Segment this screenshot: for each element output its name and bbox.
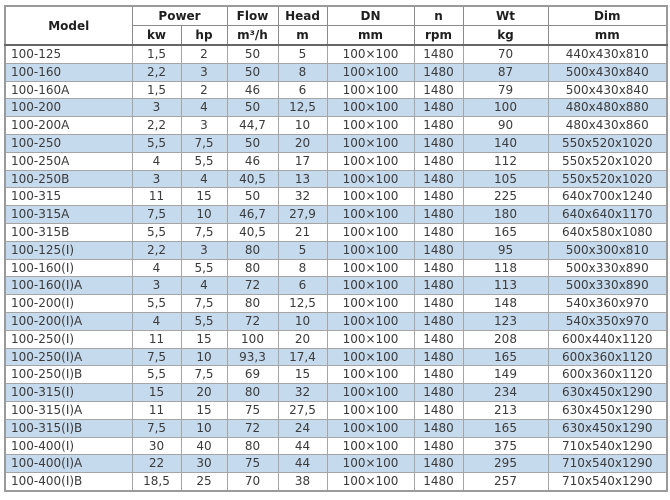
table-row [5, 170, 667, 188]
cell-hp: 15 [181, 330, 227, 348]
cell-model: 100-125(I) [5, 241, 132, 259]
cell-n: 1480 [414, 259, 463, 277]
cell-n: 1480 [414, 188, 463, 206]
cell-hp: 10 [181, 348, 227, 366]
cell-n: 1480 [414, 455, 463, 473]
cell-model: 100-250(I)A [5, 348, 132, 366]
cell-kw: 3 [132, 170, 181, 188]
table-row [5, 223, 667, 241]
cell-n: 1480 [414, 117, 463, 135]
cell-flow: 50 [227, 99, 278, 117]
cell-flow: 93,3 [227, 348, 278, 366]
cell-flow: 72 [227, 419, 278, 437]
cell-flow: 50 [227, 134, 278, 152]
cell-flow: 80 [227, 295, 278, 313]
cell-hp: 7,5 [181, 366, 227, 384]
cell-hp: 7,5 [181, 223, 227, 241]
cell-n: 1480 [414, 206, 463, 224]
cell-kw: 30 [132, 437, 181, 455]
cell-model: 100-160A [5, 81, 132, 99]
header-dim: Dim [548, 6, 667, 26]
cell-flow: 100 [227, 330, 278, 348]
cell-dn: 100×100 [327, 152, 414, 170]
cell-wt: 148 [463, 295, 548, 313]
cell-kw: 4 [132, 152, 181, 170]
cell-model: 100-315B [5, 223, 132, 241]
cell-model: 100-250A [5, 152, 132, 170]
cell-dn: 100×100 [327, 437, 414, 455]
table-row [5, 455, 667, 473]
table-row [5, 81, 667, 99]
table-row [5, 295, 667, 313]
cell-model: 100-315A [5, 206, 132, 224]
cell-model: 100-160(I) [5, 259, 132, 277]
cell-n: 1480 [414, 401, 463, 419]
cell-hp: 10 [181, 419, 227, 437]
table-header [5, 6, 667, 45]
cell-hp: 3 [181, 241, 227, 259]
cell-head: 44 [278, 455, 327, 473]
cell-flow: 80 [227, 437, 278, 455]
cell-head: 32 [278, 384, 327, 402]
cell-model: 100-200 [5, 99, 132, 117]
cell-hp: 7,5 [181, 295, 227, 313]
cell-wt: 112 [463, 152, 548, 170]
cell-model: 100-400(I)B [5, 473, 132, 491]
cell-model: 100-200(I) [5, 295, 132, 313]
cell-head: 15 [278, 366, 327, 384]
cell-n: 1480 [414, 63, 463, 81]
cell-dn: 100×100 [327, 312, 414, 330]
cell-hp: 5,5 [181, 152, 227, 170]
table-row [5, 152, 667, 170]
cell-wt: 208 [463, 330, 548, 348]
cell-dn: 100×100 [327, 170, 414, 188]
cell-wt: 213 [463, 401, 548, 419]
cell-head: 5 [278, 241, 327, 259]
cell-hp: 3 [181, 117, 227, 135]
cell-dim: 500x430x840 [548, 63, 667, 81]
cell-flow: 80 [227, 241, 278, 259]
cell-wt: 165 [463, 223, 548, 241]
cell-kw: 3 [132, 99, 181, 117]
cell-dim: 550x520x1020 [548, 170, 667, 188]
cell-n: 1480 [414, 312, 463, 330]
cell-dim: 600x360x1120 [548, 348, 667, 366]
cell-model: 100-250 [5, 134, 132, 152]
cell-wt: 123 [463, 312, 548, 330]
header-unit-flow: m³/h [227, 26, 278, 46]
cell-kw: 4 [132, 312, 181, 330]
cell-dim: 550x520x1020 [548, 134, 667, 152]
cell-model: 100-315 [5, 188, 132, 206]
cell-kw: 5,5 [132, 223, 181, 241]
cell-head: 32 [278, 188, 327, 206]
cell-flow: 46,7 [227, 206, 278, 224]
cell-wt: 225 [463, 188, 548, 206]
cell-kw: 11 [132, 188, 181, 206]
header-head: Head [278, 6, 327, 26]
cell-n: 1480 [414, 437, 463, 455]
cell-n: 1480 [414, 366, 463, 384]
cell-wt: 295 [463, 455, 548, 473]
pump-spec-table [4, 5, 668, 492]
cell-dn: 100×100 [327, 455, 414, 473]
cell-dn: 100×100 [327, 99, 414, 117]
cell-flow: 44,7 [227, 117, 278, 135]
cell-dn: 100×100 [327, 295, 414, 313]
cell-dn: 100×100 [327, 348, 414, 366]
header-model: Model [5, 6, 132, 45]
cell-wt: 79 [463, 81, 548, 99]
cell-n: 1480 [414, 295, 463, 313]
cell-n: 1480 [414, 152, 463, 170]
cell-hp: 4 [181, 170, 227, 188]
header-power: Power [132, 6, 227, 26]
cell-dn: 100×100 [327, 117, 414, 135]
cell-dim: 440x430x810 [548, 45, 667, 63]
cell-dn: 100×100 [327, 384, 414, 402]
table-row [5, 188, 667, 206]
cell-dn: 100×100 [327, 45, 414, 63]
cell-dim: 500x330x890 [548, 259, 667, 277]
cell-dn: 100×100 [327, 259, 414, 277]
cell-hp: 4 [181, 99, 227, 117]
table-row [5, 401, 667, 419]
cell-dn: 100×100 [327, 134, 414, 152]
cell-hp: 4 [181, 277, 227, 295]
cell-kw: 11 [132, 401, 181, 419]
cell-hp: 2 [181, 45, 227, 63]
cell-model: 100-125 [5, 45, 132, 63]
cell-kw: 5,5 [132, 295, 181, 313]
table-row [5, 384, 667, 402]
table-row [5, 117, 667, 135]
cell-model: 100-160 [5, 63, 132, 81]
cell-hp: 20 [181, 384, 227, 402]
cell-wt: 118 [463, 259, 548, 277]
cell-kw: 5,5 [132, 366, 181, 384]
cell-n: 1480 [414, 348, 463, 366]
cell-head: 27,5 [278, 401, 327, 419]
cell-flow: 80 [227, 259, 278, 277]
cell-n: 1480 [414, 473, 463, 491]
header-flow: Flow [227, 6, 278, 26]
cell-dn: 100×100 [327, 473, 414, 491]
cell-flow: 70 [227, 473, 278, 491]
cell-model: 100-200(I)A [5, 312, 132, 330]
cell-flow: 75 [227, 401, 278, 419]
cell-dim: 540x350x970 [548, 312, 667, 330]
cell-wt: 105 [463, 170, 548, 188]
cell-wt: 180 [463, 206, 548, 224]
header-row-top [5, 6, 667, 26]
cell-dn: 100×100 [327, 81, 414, 99]
cell-head: 5 [278, 45, 327, 63]
cell-kw: 2,2 [132, 117, 181, 135]
cell-hp: 10 [181, 206, 227, 224]
cell-dn: 100×100 [327, 366, 414, 384]
cell-model: 100-160(I)A [5, 277, 132, 295]
cell-wt: 165 [463, 348, 548, 366]
cell-flow: 75 [227, 455, 278, 473]
cell-n: 1480 [414, 277, 463, 295]
cell-flow: 72 [227, 312, 278, 330]
cell-dim: 600x360x1120 [548, 366, 667, 384]
cell-head: 6 [278, 81, 327, 99]
header-unit-dim: mm [548, 26, 667, 46]
cell-wt: 95 [463, 241, 548, 259]
cell-dim: 640x580x1080 [548, 223, 667, 241]
cell-hp: 5,5 [181, 259, 227, 277]
cell-wt: 90 [463, 117, 548, 135]
cell-hp: 15 [181, 188, 227, 206]
cell-dn: 100×100 [327, 223, 414, 241]
cell-wt: 70 [463, 45, 548, 63]
cell-head: 44 [278, 437, 327, 455]
cell-flow: 40,5 [227, 223, 278, 241]
cell-head: 10 [278, 312, 327, 330]
cell-model: 100-315(I)A [5, 401, 132, 419]
header-unit-head: m [278, 26, 327, 46]
cell-dim: 630x450x1290 [548, 401, 667, 419]
cell-hp: 5,5 [181, 312, 227, 330]
table-row [5, 419, 667, 437]
cell-hp: 3 [181, 63, 227, 81]
cell-head: 6 [278, 277, 327, 295]
cell-dn: 100×100 [327, 419, 414, 437]
table-row [5, 473, 667, 491]
cell-wt: 257 [463, 473, 548, 491]
cell-model: 100-400(I)A [5, 455, 132, 473]
cell-kw: 5,5 [132, 134, 181, 152]
table-row [5, 206, 667, 224]
cell-head: 38 [278, 473, 327, 491]
cell-hp: 2 [181, 81, 227, 99]
header-n: n [414, 6, 463, 26]
header-wt: Wt [463, 6, 548, 26]
cell-dn: 100×100 [327, 188, 414, 206]
cell-head: 12,5 [278, 295, 327, 313]
cell-head: 20 [278, 330, 327, 348]
table-row [5, 99, 667, 117]
cell-hp: 25 [181, 473, 227, 491]
cell-dim: 500x330x890 [548, 277, 667, 295]
cell-n: 1480 [414, 45, 463, 63]
cell-flow: 40,5 [227, 170, 278, 188]
cell-head: 24 [278, 419, 327, 437]
cell-dim: 630x450x1290 [548, 419, 667, 437]
table-row [5, 134, 667, 152]
cell-n: 1480 [414, 330, 463, 348]
cell-model: 100-315(I)B [5, 419, 132, 437]
cell-dim: 540x360x970 [548, 295, 667, 313]
cell-wt: 234 [463, 384, 548, 402]
cell-wt: 87 [463, 63, 548, 81]
cell-kw: 7,5 [132, 206, 181, 224]
cell-head: 13 [278, 170, 327, 188]
cell-wt: 100 [463, 99, 548, 117]
cell-model: 100-400(I) [5, 437, 132, 455]
cell-head: 8 [278, 259, 327, 277]
cell-model: 100-250(I) [5, 330, 132, 348]
cell-head: 21 [278, 223, 327, 241]
table-row [5, 63, 667, 81]
cell-dim: 500x300x810 [548, 241, 667, 259]
cell-head: 10 [278, 117, 327, 135]
header-unit-dn: mm [327, 26, 414, 46]
table-row [5, 45, 667, 63]
cell-flow: 50 [227, 188, 278, 206]
cell-n: 1480 [414, 81, 463, 99]
cell-n: 1480 [414, 419, 463, 437]
cell-kw: 15 [132, 384, 181, 402]
cell-hp: 7,5 [181, 134, 227, 152]
cell-head: 17 [278, 152, 327, 170]
cell-flow: 50 [227, 63, 278, 81]
cell-kw: 22 [132, 455, 181, 473]
cell-head: 17,4 [278, 348, 327, 366]
cell-wt: 165 [463, 419, 548, 437]
table-row [5, 241, 667, 259]
header-unit-hp: hp [181, 26, 227, 46]
table-row [5, 348, 667, 366]
cell-kw: 1,5 [132, 81, 181, 99]
cell-wt: 375 [463, 437, 548, 455]
cell-dn: 100×100 [327, 206, 414, 224]
cell-flow: 69 [227, 366, 278, 384]
table-row [5, 259, 667, 277]
cell-head: 12,5 [278, 99, 327, 117]
cell-dn: 100×100 [327, 277, 414, 295]
cell-kw: 11 [132, 330, 181, 348]
cell-kw: 2,2 [132, 63, 181, 81]
cell-dim: 710x540x1290 [548, 455, 667, 473]
cell-n: 1480 [414, 134, 463, 152]
cell-n: 1480 [414, 384, 463, 402]
cell-kw: 2,2 [132, 241, 181, 259]
cell-wt: 149 [463, 366, 548, 384]
header-unit-kw: kw [132, 26, 181, 46]
cell-dn: 100×100 [327, 330, 414, 348]
cell-dim: 480x430x860 [548, 117, 667, 135]
table-row [5, 330, 667, 348]
cell-dim: 630x450x1290 [548, 384, 667, 402]
cell-head: 20 [278, 134, 327, 152]
header-unit-wt: kg [463, 26, 548, 46]
cell-dim: 550x520x1020 [548, 152, 667, 170]
cell-dim: 500x430x840 [548, 81, 667, 99]
cell-flow: 80 [227, 384, 278, 402]
cell-dim: 710x540x1290 [548, 473, 667, 491]
cell-kw: 3 [132, 277, 181, 295]
cell-n: 1480 [414, 241, 463, 259]
cell-dn: 100×100 [327, 241, 414, 259]
cell-kw: 7,5 [132, 348, 181, 366]
cell-head: 27,9 [278, 206, 327, 224]
cell-flow: 46 [227, 152, 278, 170]
cell-dim: 600x440x1120 [548, 330, 667, 348]
header-unit-n: rpm [414, 26, 463, 46]
cell-dn: 100×100 [327, 63, 414, 81]
cell-wt: 140 [463, 134, 548, 152]
cell-dim: 640x700x1240 [548, 188, 667, 206]
cell-kw: 18,5 [132, 473, 181, 491]
cell-flow: 50 [227, 45, 278, 63]
cell-dim: 640x640x1170 [548, 206, 667, 224]
cell-model: 100-315(I) [5, 384, 132, 402]
cell-n: 1480 [414, 223, 463, 241]
cell-hp: 40 [181, 437, 227, 455]
cell-hp: 30 [181, 455, 227, 473]
cell-model: 100-200A [5, 117, 132, 135]
cell-n: 1480 [414, 170, 463, 188]
table-row [5, 277, 667, 295]
cell-model: 100-250B [5, 170, 132, 188]
cell-kw: 4 [132, 259, 181, 277]
cell-kw: 1,5 [132, 45, 181, 63]
cell-hp: 15 [181, 401, 227, 419]
cell-head: 8 [278, 63, 327, 81]
table-row [5, 437, 667, 455]
cell-wt: 113 [463, 277, 548, 295]
cell-dim: 480x480x880 [548, 99, 667, 117]
cell-model: 100-250(I)B [5, 366, 132, 384]
cell-kw: 7,5 [132, 419, 181, 437]
cell-flow: 46 [227, 81, 278, 99]
cell-dim: 710x540x1290 [548, 437, 667, 455]
cell-dn: 100×100 [327, 401, 414, 419]
cell-flow: 72 [227, 277, 278, 295]
table-row [5, 312, 667, 330]
header-dn: DN [327, 6, 414, 26]
table-row [5, 366, 667, 384]
table-body [5, 45, 667, 491]
cell-n: 1480 [414, 99, 463, 117]
